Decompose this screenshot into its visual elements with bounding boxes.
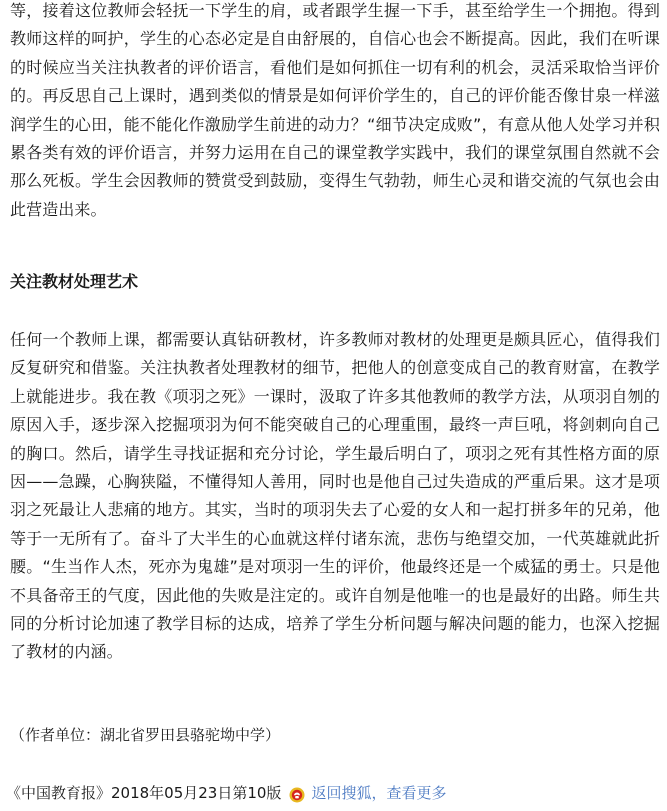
source-citation: 《中国教育报》2018年05月23日第10版 bbox=[6, 784, 282, 802]
section-heading: 关注教材处理艺术 bbox=[10, 272, 139, 291]
article-footer bbox=[6, 780, 446, 806]
paragraph-textbook-handling: 任何一个教师上课，都需要认真钻研教材，许多教师对教材的处理更是颇具匠心，值得我们反复研究和借鉴。关注执教者处理教材的细节，把他人的创意变成自己的教育财富，在教学上就能进步。我在教《项羽之死》一课时，汲取了许多其他教师的教学方法，从项羽自刎的原因入手，逐步深入挖掘项羽为何不能突破自己的心理重围，最终一声巨吼，将剑刺向自己的胸口。然后，请学生寻找证据和充分讨论，学生最后明白了，项羽之死有其性格方面的原因——急躁，心胸狭隘，不懂得知人善用，同时也是他自己过失造成的严重后果。这才是项羽之死最让人悲痛的地方。其实，当时的项羽失去了心爱的女人和一起打拼多年的兄弟，他等于一无所有了。奋斗了大半生的心血就这样付诸东流，悲伤与绝望交加，一代英雄就此折腰。“生当作人杰，死亦为鬼雄”是对项羽一生的评价，他最终还是一个威猛的勇士。只是他不具备帝王的气度，因此他的失败是注定的。或许自刎是他唯一的也是最好的出路。师生共同的分析讨论加速了教学目标的达成，培养了学生分析问题与解决问题的能力，也深入挖掘了教材的内涵。 bbox=[10, 330, 660, 662]
back-to-sohu-link[interactable]: 返回搜狐，查看更多 bbox=[311, 784, 447, 802]
sohu-logo-icon bbox=[289, 785, 305, 801]
paragraph-evaluation-language: 等，接着这位教师会轻抚一下学生的肩，或者跟学生握一下手，甚至给学生一个拥抱。得到教师这样的呵护，学生的心态必定是自由舒展的，自信心也会不断提高。因此，我们在听课的时候应当关注执教者的评价语言，看他们是如何抓住一切有利的机会，灵活采取恰当评价的。再反思自己上课时，遇到类似的情景是如何评价学生的，自己的评价能否像甘泉一样滋润学生的心田，能不能化作激励学生前进的动力？“细节决定成败”，有意从他人处学习并积累各类有效的评价语言，并努力运用在自己的课堂教学实践中，我们的课堂氛围自然就不会那么死板。学生会因教师的赞赏受到鼓励，变得生气勃勃，师生心灵和谐交流的气氛也会由此营造出来。 bbox=[10, 1, 660, 219]
author-unit: （作者单位：湖北省罗田县骆驼坳中学） bbox=[10, 726, 281, 744]
